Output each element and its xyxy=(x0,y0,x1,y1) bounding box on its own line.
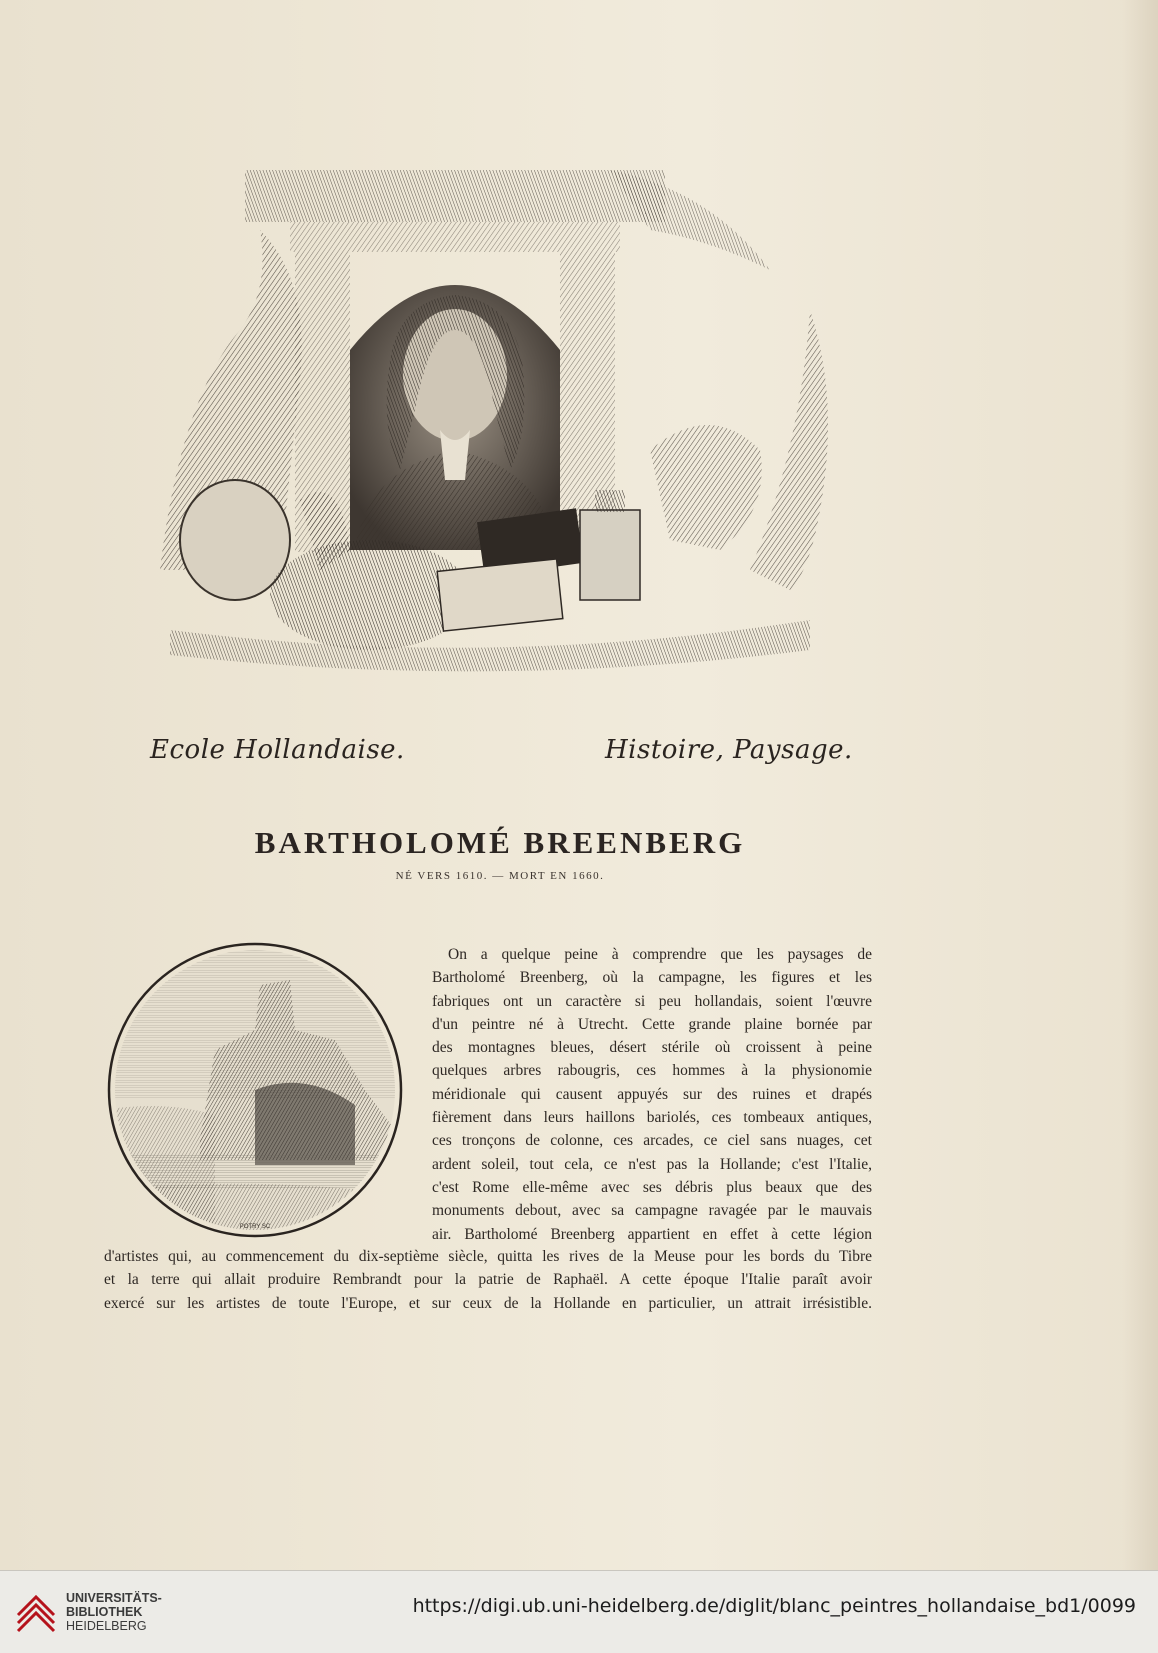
landscape-vignette xyxy=(105,940,405,1240)
page-edge-shadow xyxy=(1122,0,1158,1570)
text-line: méridionale qui causent appuyés sur des ruines et drapés xyxy=(432,1085,872,1103)
footer-bar xyxy=(0,1570,1158,1653)
arch-entablature xyxy=(290,222,620,252)
logo-text-line3: HEIDELBERG xyxy=(66,1619,147,1633)
portrait-engraving xyxy=(150,150,830,690)
text-line: c'est Rome elle-même avec ses débris plus beaux que des xyxy=(432,1178,872,1196)
drawing-sheet xyxy=(437,559,563,631)
foliage-right xyxy=(750,310,828,590)
text-line: d'un peintre né à Utrecht. Cette grande plaine bornée par xyxy=(432,1015,872,1033)
capital-fragment xyxy=(650,425,762,550)
text-line: monuments debout, avec sa campagne ravagée par le mauvais xyxy=(432,1202,872,1220)
text-line: On a quelque peine à comprendre que les paysages de xyxy=(448,946,872,963)
genre-heading: Histoire, Paysage. xyxy=(605,735,853,765)
arch-cornice xyxy=(245,170,665,222)
text-line: et la terre qui allait produire Rembrandt pour la patrie de Raphaël. A cette époque l'Italie paraît avoir xyxy=(104,1271,872,1289)
body-text-column xyxy=(432,943,872,1246)
text-line: fièrement dans leurs haillons bariolés, ces tombeaux antiques, xyxy=(432,1109,872,1127)
text-line: quelques arbres rabougris, ces hommes à la physionomie xyxy=(432,1062,872,1080)
logo-text-line2: BIBLIOTHEK xyxy=(66,1605,143,1619)
logo-text-line1: UNIVERSITÄTS- xyxy=(66,1591,162,1605)
bottle-cork xyxy=(595,490,625,512)
text-line: fabriques ont un caractère si peu hollandais, soient l'œuvre xyxy=(432,992,872,1010)
text-line: ces tronçons de colonne, ces arcades, ce ciel sans nuages, cet xyxy=(432,1132,872,1150)
text-line: des montagnes bleues, désert stérile où croissent à peine xyxy=(432,1039,872,1057)
life-dates: NÉ VERS 1610. — MORT EN 1660. xyxy=(395,870,605,882)
glass-bottle xyxy=(580,510,640,600)
source-url-link[interactable]: https://digi.ub.uni-heidelberg.de/diglit/blanc_peintres_hollandaise_bd1/0099 xyxy=(412,1595,1136,1617)
text-line: air. Bartholomé Breenberg appartient en effet à cette légion xyxy=(432,1225,872,1243)
text-line: ardent soleil, tout cela, ce n'est pas la Hollande; c'est l'Italie, xyxy=(432,1155,872,1173)
school-heading: Ecole Hollandaise. xyxy=(150,735,405,765)
body-text-full-width xyxy=(104,1245,872,1315)
ground-vegetation xyxy=(170,620,810,671)
university-logo-icon xyxy=(14,1585,58,1639)
engraver-caption: POTRY SC xyxy=(239,1224,271,1230)
text-line: Bartholomé Breenberg, où la campagne, les figures et les xyxy=(432,969,872,987)
page-title: BARTHOLOMÉ BREENBERG xyxy=(254,825,746,860)
text-line: exercé sur les artistes de toute l'Europe, et sur ceux de la Hollande en particulier, un attrait irrésistible. xyxy=(104,1294,872,1312)
text-line: d'artistes qui, au commencement du dix-septième siècle, quitta les rives de la Meuse pour les bords du Tibre xyxy=(104,1248,872,1265)
